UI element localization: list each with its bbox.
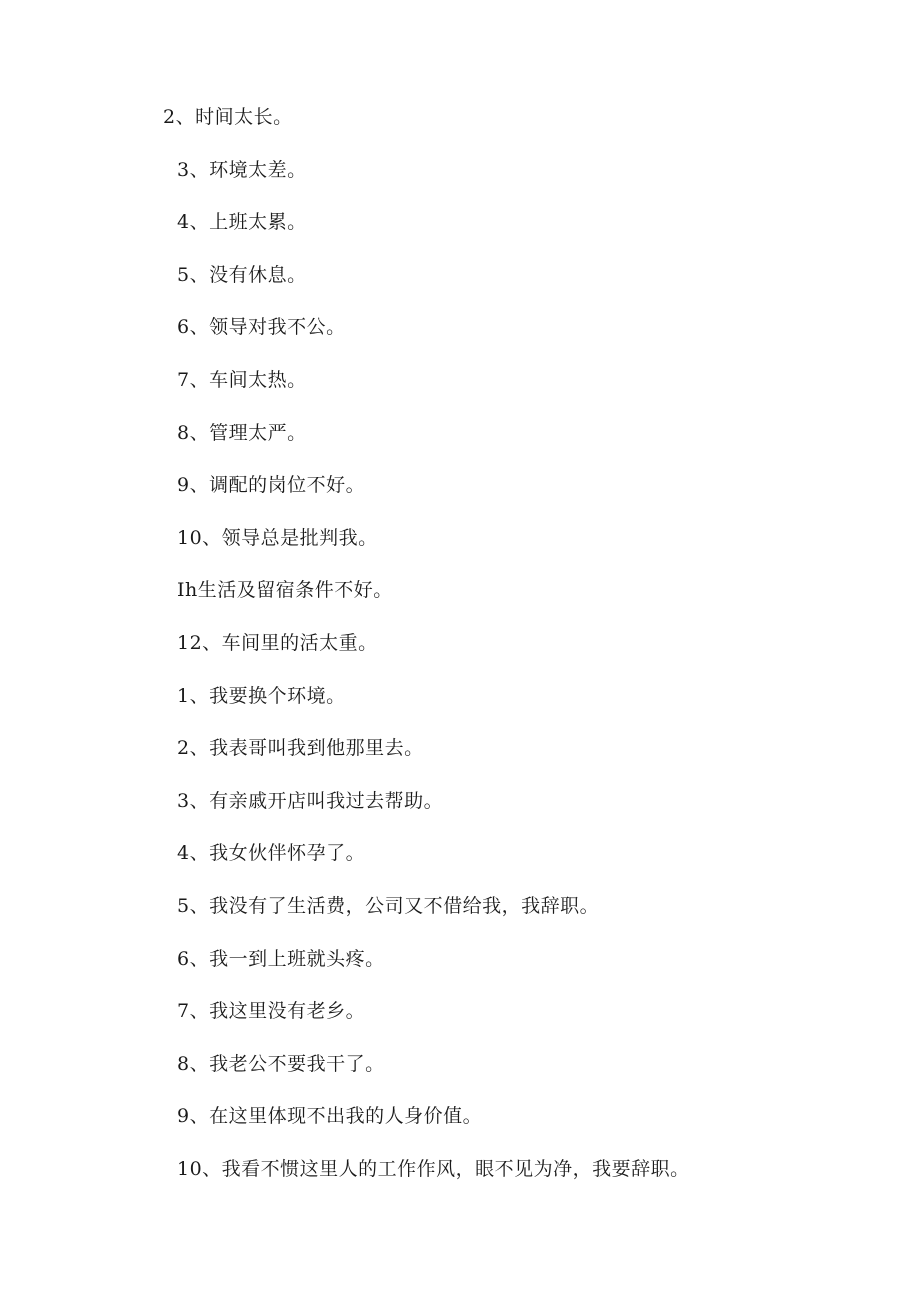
list-item: 2、我表哥叫我到他那里去。	[177, 737, 424, 760]
list-item: 5、没有休息。	[177, 263, 307, 286]
list-item: 1、我要换个环境。	[177, 684, 346, 707]
list-item: 5、我没有了生活费，公司又不借给我，我辞职。	[177, 894, 600, 917]
list-item: 7、车间太热。	[177, 368, 307, 391]
list-item: Ih生活及留宿条件不好。	[177, 579, 393, 602]
list-item: 10、领导总是批判我。	[177, 526, 378, 549]
list-item: 8、管理太严。	[177, 421, 307, 444]
list-item: 3、环境太差。	[177, 158, 307, 181]
list-item: 12、车间里的活太重。	[177, 631, 378, 654]
list-item: 4、上班太累。	[177, 211, 307, 234]
list-item: 9、调配的岗位不好。	[177, 474, 366, 497]
list-item: 7、我这里没有老乡。	[177, 1000, 366, 1023]
list-item: 4、我女伙伴怀孕了。	[177, 842, 366, 865]
list-item: 10、我看不惯这里人的工作作风，眼不见为净，我要辞职。	[177, 1157, 690, 1180]
list-item: 6、我一到上班就头疼。	[177, 947, 385, 970]
reason-list	[0, 100, 690, 1204]
list-item: 2、时间太长。	[163, 106, 293, 128]
list-item: 3、有亲戚开店叫我过去帮助。	[177, 789, 444, 812]
list-item: 8、我老公不要我干了。	[177, 1052, 385, 1075]
list-item: 6、领导对我不公。	[177, 316, 346, 339]
list-item: 9、在这里体现不出我的人身价值。	[177, 1105, 483, 1128]
